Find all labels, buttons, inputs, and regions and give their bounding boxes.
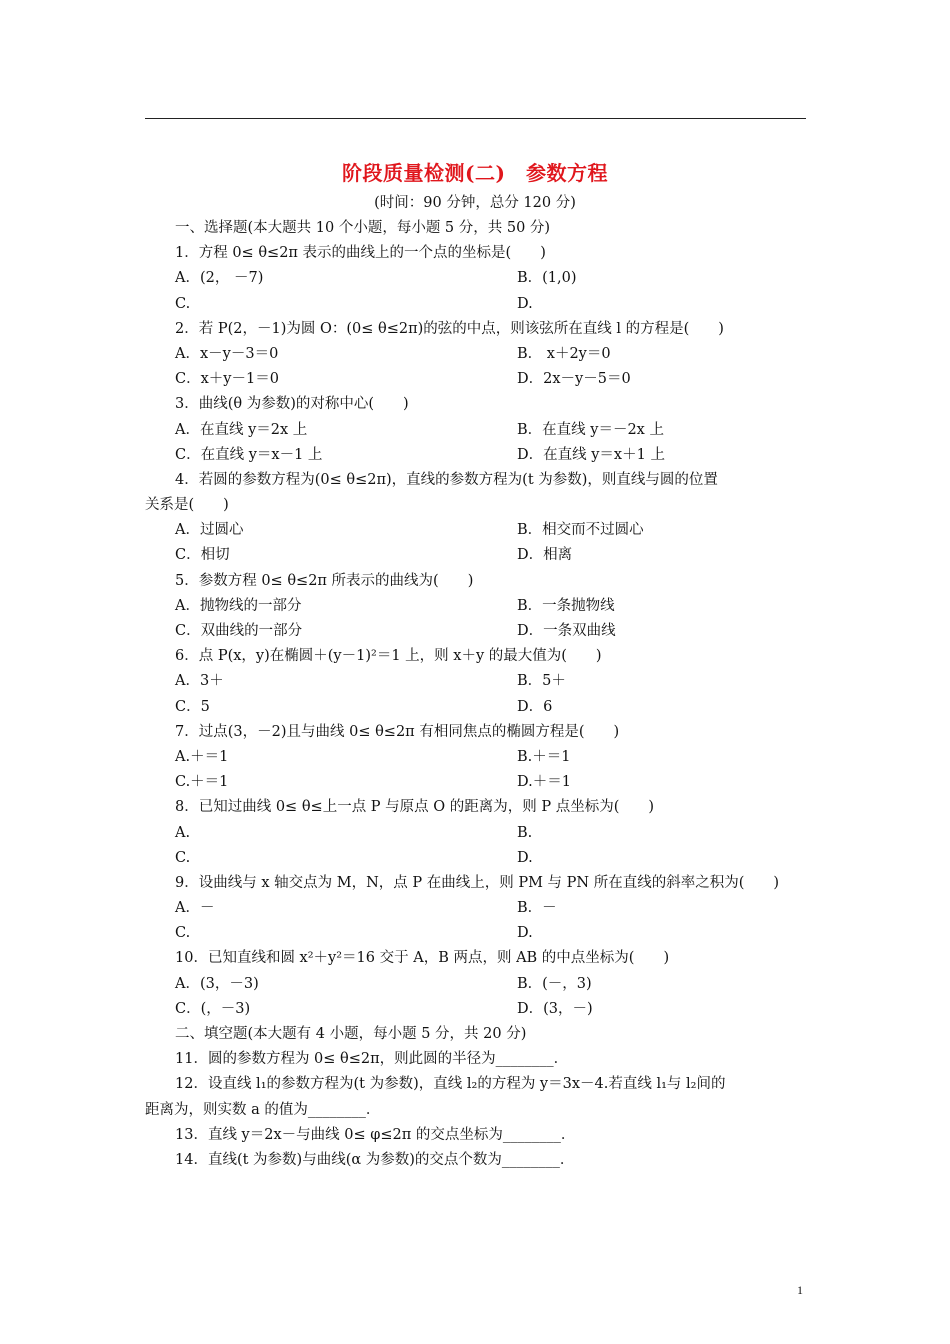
question-stem: 5．参数方程 0≤ θ≤2π 所表示的曲线为( ): [175, 572, 474, 589]
option-d: D．2x－y－5＝0: [517, 371, 631, 388]
option-row: [145, 594, 806, 619]
option-row: [145, 443, 806, 468]
option-row: [145, 921, 806, 946]
fill-question: 14．直线(t 为参数)与曲线(α 为参数)的交点个数为________．: [175, 1151, 575, 1168]
option-b: B．(－，3): [517, 975, 592, 992]
question-stem: 4．若圆的参数方程为(0≤ θ≤2π)，直线的参数方程为(t 为参数)，则直线与圆的位置: [175, 471, 718, 488]
option-d: D.: [517, 295, 533, 312]
option-c: C.: [175, 849, 191, 866]
option-row: [145, 418, 806, 443]
option-row: [145, 342, 806, 367]
option-row: [145, 619, 806, 644]
option-row: [145, 745, 806, 770]
option-c: C.＋＝1: [175, 774, 229, 791]
option-a: A．3＋: [175, 673, 224, 690]
option-a: A．抛物线的一部分: [175, 597, 302, 614]
option-d: D．(3，－): [517, 1000, 593, 1017]
question-stem: 9．设曲线与 x 轴交点为 M，N，点 P 在曲线上，则 PM 与 PN 所在直线的斜率之积为( ): [175, 874, 780, 891]
option-d: D．一条双曲线: [517, 623, 616, 639]
page-number: 1: [797, 1283, 803, 1297]
question-stem: 2．若 P(2，－1)为圆 O：(0≤ θ≤2π)的弦的中点，则该弦所在直线 l 的方程是( ): [175, 320, 724, 337]
option-c: C．相切: [175, 547, 230, 564]
question-stem: 8．已知过曲线 0≤ θ≤上一点 P 与原点 O 的距离为，则 P 点坐标为( ): [175, 799, 655, 816]
option-c: C．在直线 y＝x－1 上: [175, 446, 323, 463]
question-stem: 6．点 P(x，y)在椭圆＋(y－1)²＝1 上，则 x＋y 的最大值为( ): [175, 648, 602, 665]
question-stem: 1．方程 0≤ θ≤2π 表示的曲线上的一个点的坐标是( ): [175, 245, 546, 262]
option-a: A．x－y－3＝0: [175, 345, 279, 362]
option-b: B．相交而不过圆心: [517, 522, 644, 539]
option-d: D．在直线 y＝x＋1 上: [517, 446, 665, 463]
option-row: [145, 997, 806, 1022]
option-row: [145, 972, 806, 997]
option-a: A.＋＝1: [175, 748, 229, 765]
option-a: A．(2， －7): [175, 270, 264, 287]
option-row: [145, 543, 806, 568]
option-b: B.＋＝1: [517, 748, 571, 765]
section-heading: 一、选择题(本大题共 10 个小题，每小题 5 分，共 50 分): [175, 220, 551, 236]
option-row: [145, 846, 806, 871]
option-b: B.: [517, 824, 533, 841]
option-c: C．x＋y－1＝0: [175, 371, 279, 388]
option-a: A．(3，－3): [175, 975, 259, 992]
question-stem: 10．已知直线和圆 x²＋y²＝16 交于 A，B 两点，则 AB 的中点坐标为( ): [175, 950, 670, 967]
option-d: D．相离: [517, 547, 573, 564]
option-c: C．5: [175, 698, 210, 715]
fill-question: 12．设直线 l₁的参数方程为(t 为参数)，直线 l₂的方程为 y＝3x－4.若直线 l₁与 l₂间的: [175, 1076, 726, 1093]
fill-question: 11．圆的参数方程为 0≤ θ≤2π，则此圆的半径为________．: [175, 1051, 569, 1068]
option-a: A.: [175, 824, 191, 841]
option-b: B．－: [517, 900, 557, 917]
option-a: A．过圆心: [175, 522, 244, 539]
option-c: C.: [175, 295, 191, 312]
question-stem: 7．过点(3，－2)且与曲线 0≤ θ≤2π 有相同焦点的椭圆方程是( ): [175, 723, 620, 740]
option-d: D.＋＝1: [517, 774, 571, 791]
option-a: A．－: [175, 900, 215, 917]
page-title: 阶段质量检测(二) 参数方程: [342, 161, 608, 185]
option-b: B．一条抛物线: [517, 597, 615, 614]
option-row: [145, 896, 806, 921]
section-heading: 二、填空题(本大题有 4 小题，每小题 5 分，共 20 分): [175, 1026, 527, 1042]
option-b: B．(1,0): [517, 270, 577, 287]
option-d: D.: [517, 849, 533, 866]
option-c: C.: [175, 925, 191, 942]
option-row: [145, 821, 806, 846]
option-row: [145, 669, 806, 694]
option-b: B． x＋2y＝0: [517, 345, 611, 362]
option-d: D.: [517, 925, 533, 942]
question-stem-continued: 关系是( ): [145, 497, 229, 514]
header-rule: [145, 118, 806, 119]
option-c: C．双曲线的一部分: [175, 623, 303, 639]
option-row: [145, 770, 806, 795]
exam-info: (时间：90 分钟，总分 120 分): [374, 195, 576, 211]
option-b: B．5＋: [517, 673, 566, 690]
option-c: C．(，－3): [175, 1000, 251, 1017]
option-row: [145, 367, 806, 392]
option-row: [145, 518, 806, 543]
option-row: [145, 266, 806, 291]
option-b: B．在直线 y＝－2x 上: [517, 421, 664, 438]
fill-question-continued: 距离为，则实数 a 的值为________．: [145, 1101, 381, 1118]
option-row: [145, 292, 806, 317]
exam-body: [145, 216, 806, 1173]
fill-question: 13．直线 y＝2x－与曲线 0≤ φ≤2π 的交点坐标为________．: [175, 1126, 576, 1143]
option-d: D．6: [517, 698, 553, 715]
option-row: [145, 695, 806, 720]
question-stem: 3．曲线(θ 为参数)的对称中心( ): [175, 396, 409, 413]
option-a: A．在直线 y＝2x 上: [175, 421, 308, 438]
